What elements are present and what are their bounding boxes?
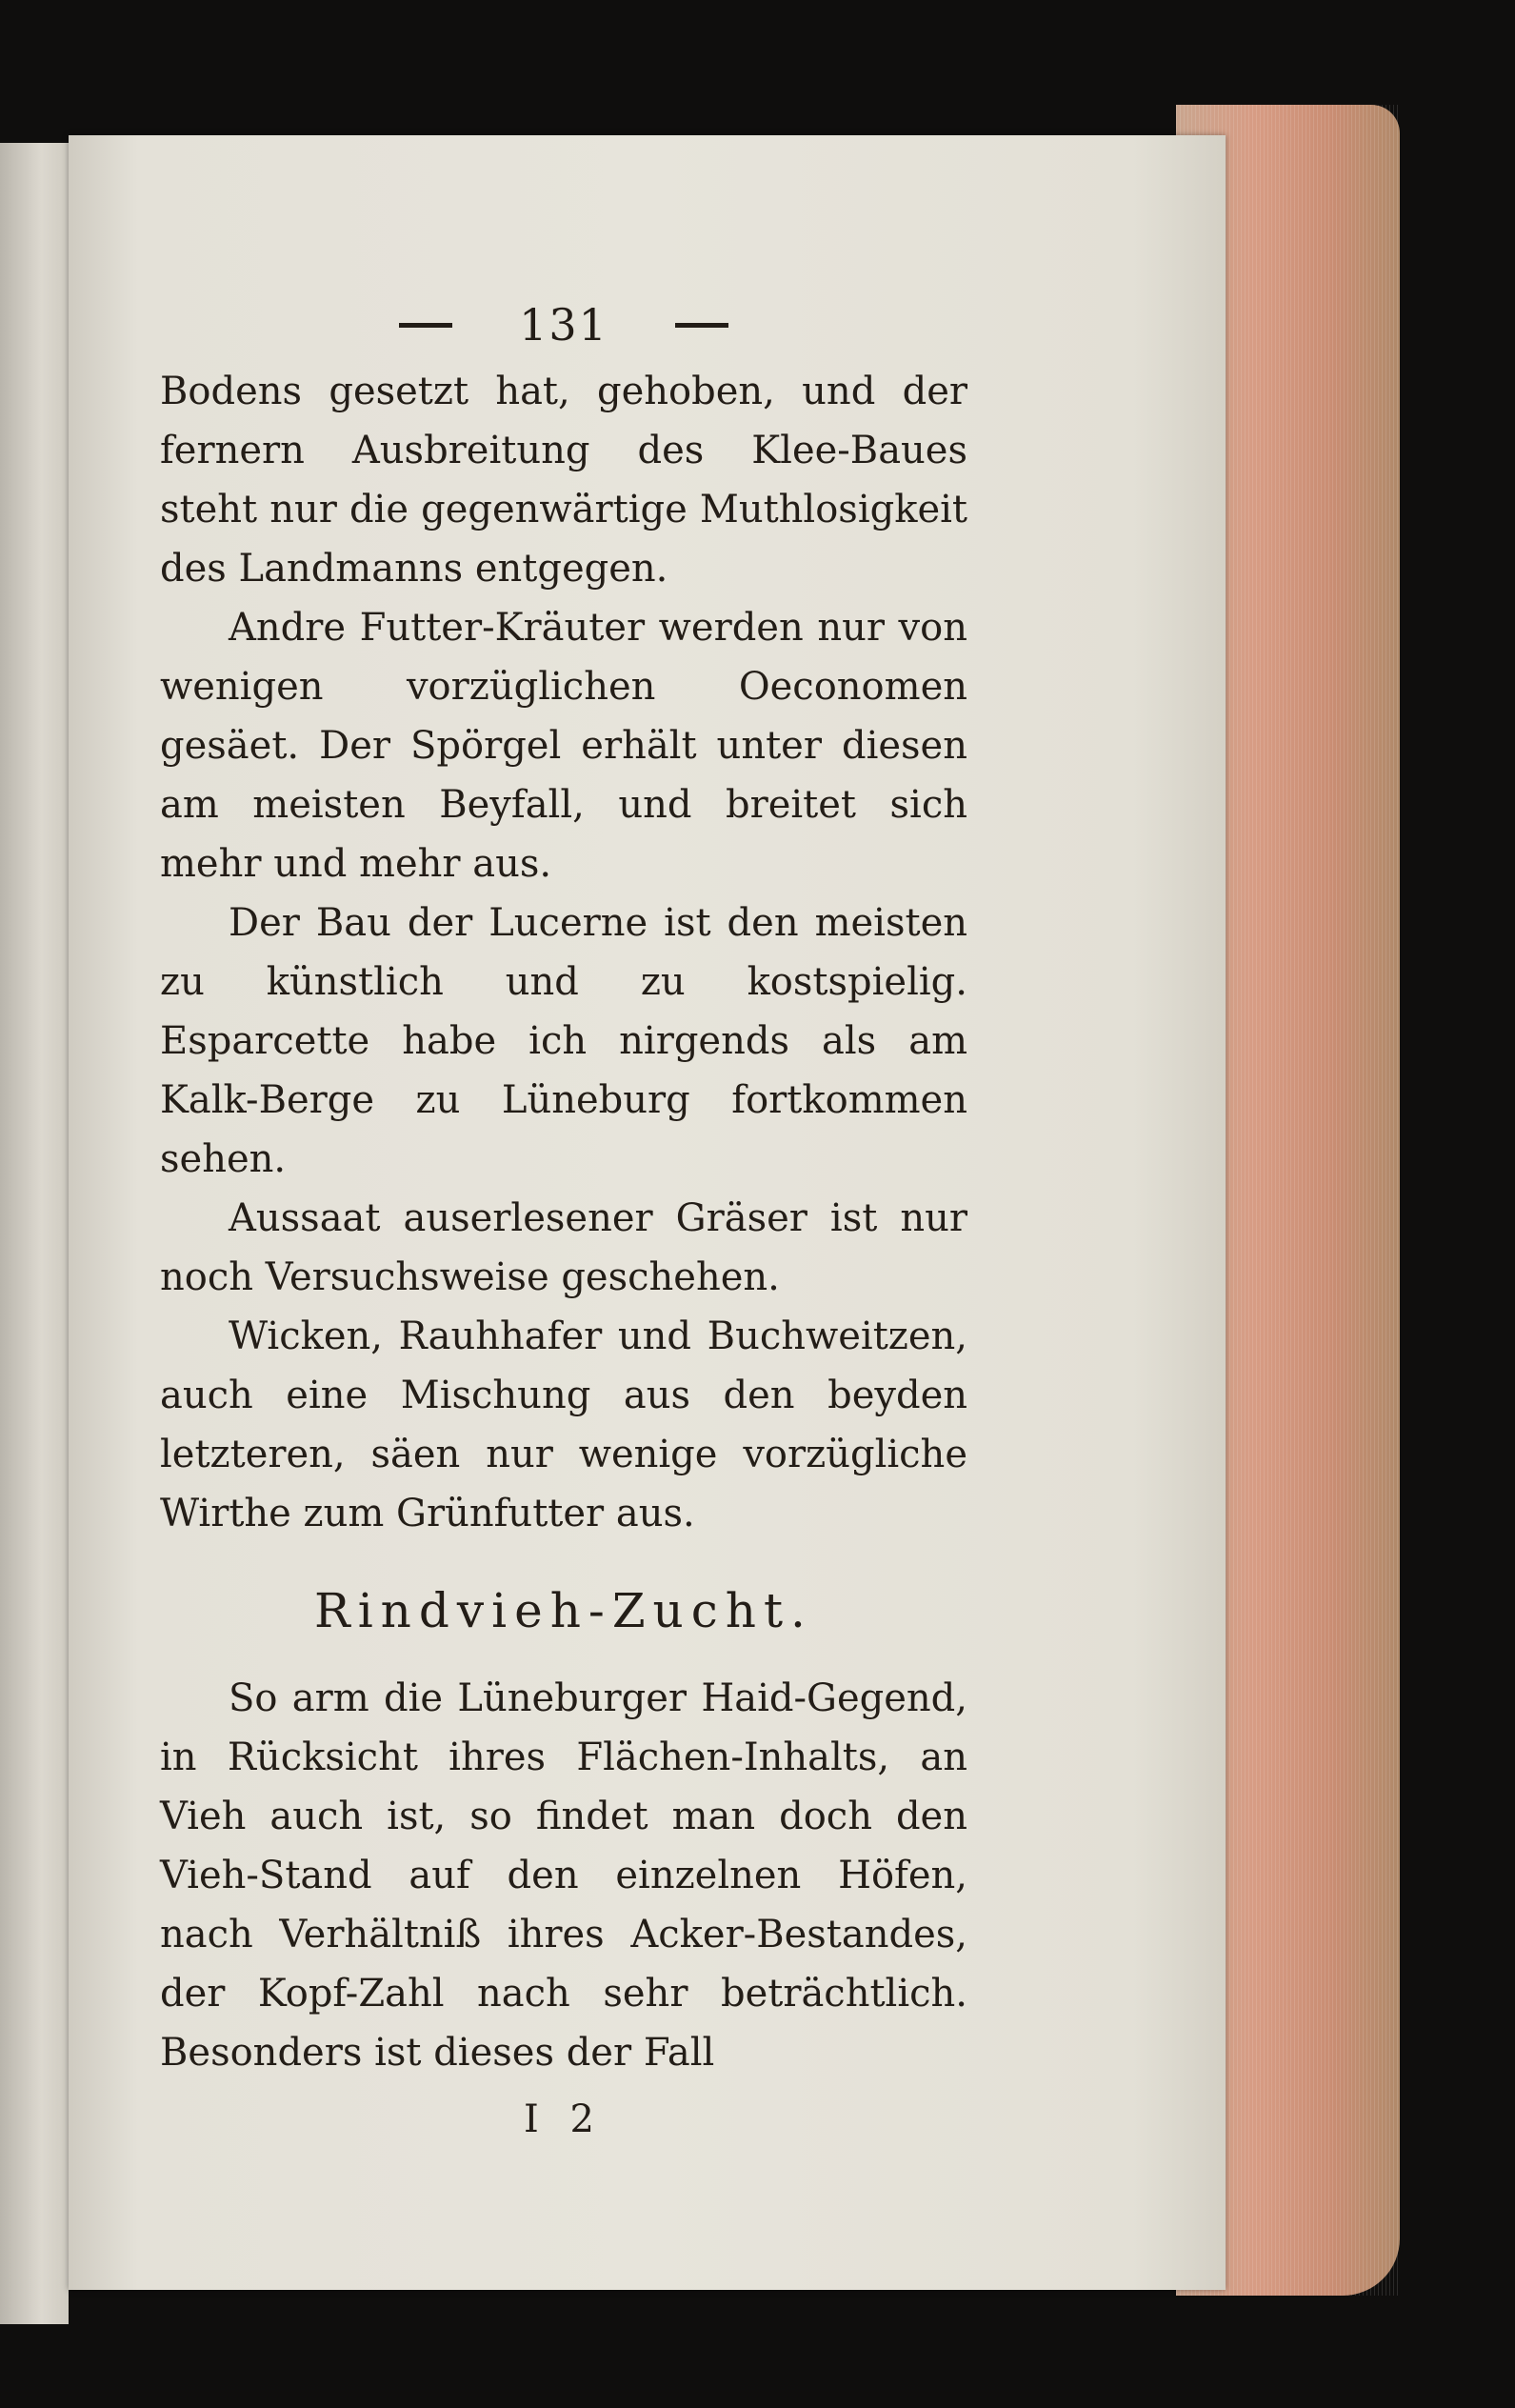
page-content (160, 295, 967, 2149)
left-page-edge (0, 143, 69, 2324)
paragraph-4: Aussaat auserlesener Gräser ist nur noch Versuchsweise geschehen. (160, 1196, 967, 1299)
paragraph-3: Der Bau der Lucerne ist den meisten zu künstlich und zu kostspielig. Esparcette habe ich nirgends als am Kalk-Berge zu Lüneburg fortkommen sehen. (160, 901, 967, 1181)
paragraph-2: Andre Futter-Kräuter werden nur von wenigen vorzüglichen Oeconomen gesäet. Der Spörgel erhält unter diesen am meisten Beyfall, und breitet sich mehr und mehr aus. (160, 606, 967, 886)
page-header (160, 295, 967, 354)
signature-mark: I 2 (524, 2097, 604, 2141)
paragraph-5: Wicken, Rauhhafer und Buchweitzen, auch eine Mischung aus den beyden letzteren, säen nur wenige vorzügliche Wirthe zum Grünfutter aus. (160, 1314, 967, 1535)
section-heading: Rindvieh-Zucht. (314, 1583, 813, 1638)
header-dash-left (399, 323, 452, 328)
header-dash-right (675, 323, 728, 328)
paragraph-6: So arm die Lüneburger Haid-Gegend, in Rücksicht ihres Flächen-Inhalts, an Vieh auch ist, so findet man doch den Vieh-Stand auf den einzelnen Höfen, nach Verhältniß ihres Acker-Bestandes, der Kopf-Zahl nach sehr beträchtlich. Besonders ist dieses der Fall (160, 1676, 967, 2075)
paragraph-1: Bodens gesetzt hat, gehoben, und der fernern Ausbreitung des Klee-Baues steht nur die gegenwärtige Muthlosigkeit des Landmanns entgegen. (160, 370, 967, 591)
page-number: 131 (519, 299, 608, 351)
